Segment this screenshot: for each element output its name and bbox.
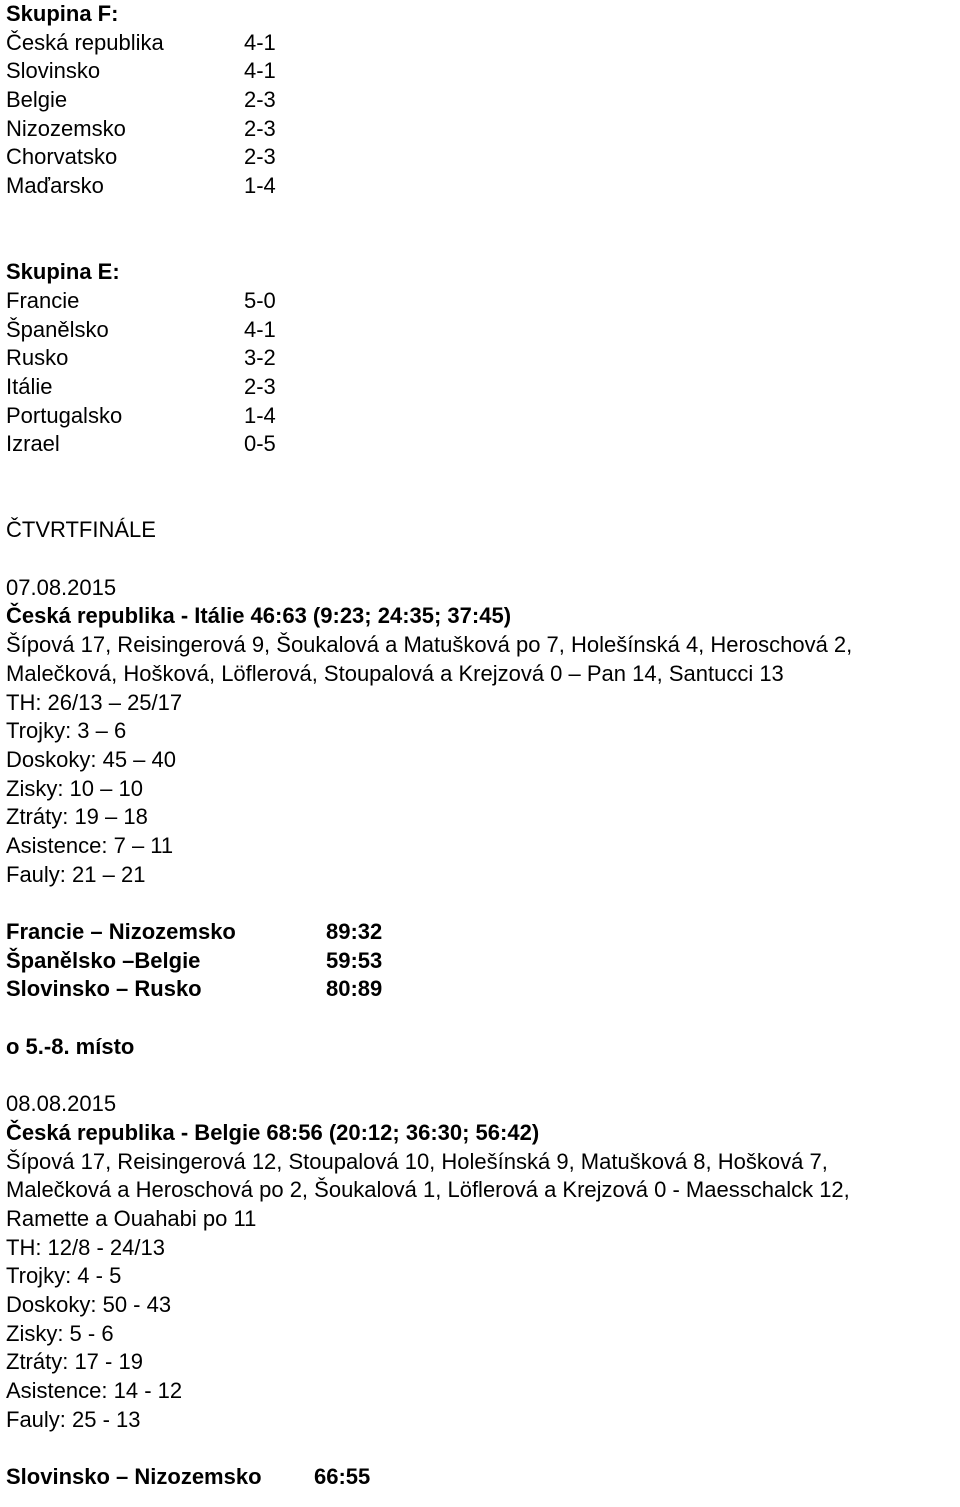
result-match: Španělsko –Belgie: [6, 947, 201, 973]
stat-line: Ztráty: 19 – 18: [6, 804, 148, 830]
standings-row: [6, 172, 956, 201]
spacer: [6, 1061, 956, 1090]
team-record: 1-4: [244, 402, 276, 428]
standings-row: [6, 344, 956, 373]
standings-row: [6, 29, 956, 58]
spacer: [6, 201, 956, 258]
team-name: Rusko: [6, 345, 69, 371]
team-name: Belgie: [6, 87, 68, 113]
team-record: 1-4: [244, 173, 276, 199]
team-name: Francie: [6, 287, 80, 313]
result-score: 66:55: [314, 1464, 371, 1490]
stat-line: Fauly: 21 – 21: [6, 861, 146, 887]
team-record: 3-2: [244, 345, 276, 371]
quarterfinals-heading: ČTVRTFINÁLE: [6, 517, 156, 543]
scorers-line: Šípová 17, Reisingerová 12, Stoupalová 10, Holešínská 9, Matušková 8, Hošková 7,: [6, 1148, 828, 1174]
group-e-title: Skupina E:: [6, 259, 120, 285]
scorers-line: Malečková a Heroschová po 2, Šoukalová 1, Löflerová a Krejzová 0 - Maesschalck 12,: [6, 1177, 850, 1203]
result-match: Slovinsko – Nizozemsko: [6, 1464, 262, 1490]
match-title: Česká republika - Itálie 46:63 (9:23; 24:35; 37:45): [6, 603, 512, 629]
standings-row: [6, 316, 956, 345]
stat-line: Doskoky: 45 – 40: [6, 746, 176, 772]
result-score: 80:89: [326, 976, 383, 1002]
team-record: 2-3: [244, 87, 276, 113]
stat-line: Trojky: 3 – 6: [6, 718, 127, 744]
standings-row: [6, 115, 956, 144]
team-name: Nizozemsko: [6, 115, 126, 141]
result-row: [6, 918, 956, 947]
stat-line: TH: 12/8 - 24/13: [6, 1234, 165, 1260]
match-date: 08.08.2015: [6, 1091, 117, 1117]
team-record: 2-3: [244, 373, 276, 399]
standings-row: [6, 402, 956, 431]
spacer: [6, 459, 956, 516]
team-name: Itálie: [6, 373, 53, 399]
team-name: Španělsko: [6, 316, 109, 342]
match-date: 07.08.2015: [6, 574, 117, 600]
standings-row: [6, 143, 956, 172]
result-score: 59:53: [326, 947, 383, 973]
team-name: Česká republika: [6, 29, 164, 55]
result-row: [6, 975, 956, 1004]
scorers-line: Šípová 17, Reisingerová 9, Šoukalová a Matušková po 7, Holešínská 4, Heroschová 2,: [6, 632, 853, 658]
result-row: [6, 947, 956, 976]
placement-heading: o 5.-8. místo: [6, 1033, 135, 1059]
team-record: 4-1: [244, 316, 276, 342]
standings-row: [6, 287, 956, 316]
team-record: 2-3: [244, 115, 276, 141]
team-name: Slovinsko: [6, 58, 101, 84]
team-name: Izrael: [6, 431, 60, 457]
spacer: [6, 1434, 956, 1463]
result-row: [6, 1463, 956, 1492]
stat-line: Fauly: 25 - 13: [6, 1406, 141, 1432]
stat-line: Doskoky: 50 - 43: [6, 1291, 172, 1317]
team-record: 4-1: [244, 58, 276, 84]
team-name: Chorvatsko: [6, 144, 118, 170]
stat-line: Zisky: 5 - 6: [6, 1320, 114, 1346]
spacer: [6, 545, 956, 574]
team-name: Maďarsko: [6, 173, 104, 199]
spacer: [6, 889, 956, 918]
team-record: 2-3: [244, 144, 276, 170]
team-record: 0-5: [244, 431, 276, 457]
scorers-line: Malečková, Hošková, Löflerová, Stoupalová a Krejzová 0 – Pan 14, Santucci 13: [6, 660, 784, 686]
standings-row: [6, 57, 956, 86]
spacer: [6, 1004, 956, 1033]
team-name: Portugalsko: [6, 402, 123, 428]
stat-line: Asistence: 14 - 12: [6, 1378, 183, 1404]
standings-row: [6, 430, 956, 459]
result-match: Francie – Nizozemsko: [6, 919, 236, 945]
document: [6, 0, 956, 1492]
match-title: Česká republika - Belgie 68:56 (20:12; 36:30; 56:42): [6, 1119, 540, 1145]
standings-row: [6, 86, 956, 115]
result-score: 89:32: [326, 919, 383, 945]
stat-line: Trojky: 4 - 5: [6, 1263, 122, 1289]
stat-line: Ztráty: 17 - 19: [6, 1349, 143, 1375]
team-record: 4-1: [244, 29, 276, 55]
team-record: 5-0: [244, 287, 276, 313]
stat-line: Asistence: 7 – 11: [6, 832, 174, 858]
stat-line: Zisky: 10 – 10: [6, 775, 143, 801]
result-match: Slovinsko – Rusko: [6, 976, 202, 1002]
scorers-line: Ramette a Ouahabi po 11: [6, 1205, 257, 1231]
stat-line: TH: 26/13 – 25/17: [6, 689, 183, 715]
group-f-title: Skupina F:: [6, 1, 119, 26]
standings-row: [6, 373, 956, 402]
